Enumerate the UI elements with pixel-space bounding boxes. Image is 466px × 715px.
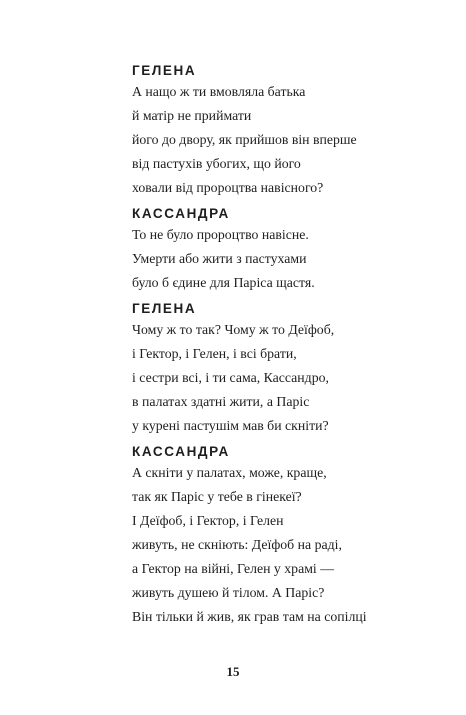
speaker-name: ГЕЛЕНА — [132, 63, 197, 78]
verse-line: Він тільки й жив, як грав там на сопілці — [132, 609, 367, 624]
verse-line: А нащо ж ти вмовляла батька — [132, 84, 306, 99]
dialogue-section — [132, 63, 432, 200]
speech-lines — [132, 318, 432, 438]
verse-line: було б єдине для Паріса щастя. — [132, 275, 315, 290]
verse-line: і Гектор, і Гелен, і всі брати, — [132, 346, 297, 361]
speaker-name: КАССАНДРА — [132, 444, 230, 459]
verse-line: від пастухів убогих, що його — [132, 156, 301, 171]
speech-lines — [132, 461, 432, 629]
verse-line: ховали від пророцтва навісного? — [132, 180, 324, 195]
verse-line: живуть душею й тілом. А Паріс? — [132, 585, 325, 600]
dialogue-text — [132, 63, 432, 629]
verse-line: Чому ж то так? Чому ж то Деїфоб, — [132, 322, 335, 337]
speaker-name: КАССАНДРА — [132, 206, 230, 221]
verse-line: Умерти або жити з пастухами — [132, 251, 307, 266]
speech-lines — [132, 223, 432, 295]
verse-line: й матір не приймати — [132, 108, 252, 123]
verse-line: так як Паріс у тебе в гінекеї? — [132, 489, 302, 504]
speech-lines — [132, 80, 432, 200]
verse-line: а Гектор на війні, Гелен у храмі — — [132, 561, 335, 576]
speaker-name: ГЕЛЕНА — [132, 301, 197, 316]
dialogue-section — [132, 206, 432, 295]
verse-line: його до двору, як прийшов він вперше — [132, 132, 357, 147]
verse-line: живуть, не скніють: Деїфоб на раді, — [132, 537, 342, 552]
verse-line: і сестри всі, і ти сама, Кассандро, — [132, 370, 329, 385]
dialogue-section — [132, 301, 432, 438]
verse-line: у курені пастушім мав би скніти? — [132, 418, 329, 433]
verse-line: То не було пророцтво навісне. — [132, 227, 309, 242]
page-number: 15 — [226, 664, 240, 679]
dialogue-section — [132, 444, 432, 629]
verse-line: А скніти у палатах, може, краще, — [132, 465, 327, 480]
verse-line: І Деїфоб, і Гектор, і Гелен — [132, 513, 284, 528]
verse-line: в палатах здатні жити, а Паріс — [132, 394, 310, 409]
